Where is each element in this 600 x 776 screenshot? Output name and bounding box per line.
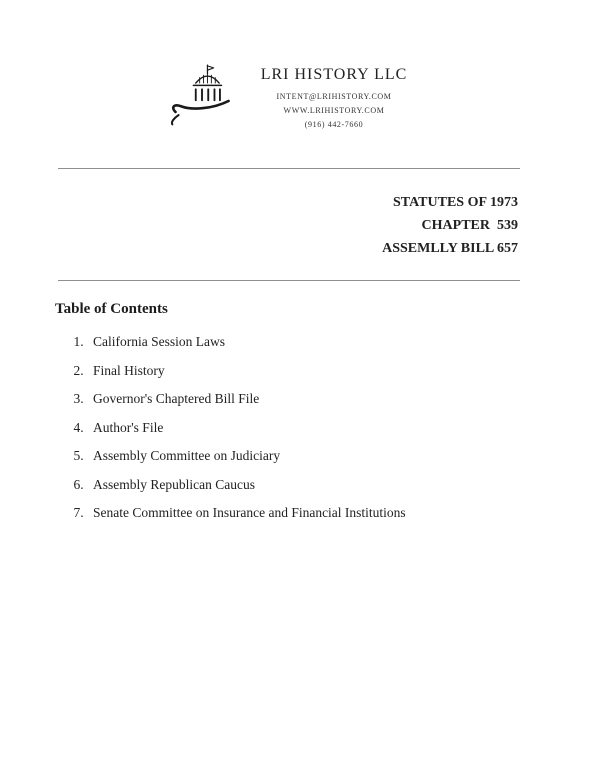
toc-item: 7. Senate Committee on Insurance and Financial Institutions: [87, 505, 520, 521]
table-of-contents: [55, 301, 520, 521]
company-phone: (916) 442-7660: [304, 120, 364, 129]
divider-bottom: [58, 280, 520, 281]
toc-item: 5. Assembly Committee on Judiciary: [87, 448, 520, 464]
toc-list: [87, 334, 520, 521]
chapter-line: CHAPTER 539: [421, 218, 518, 234]
company-email: INTENT@LRIHISTORY.COM: [276, 92, 392, 101]
divider-top: [58, 168, 520, 169]
toc-item: 4. Author's File: [87, 420, 520, 436]
letterhead-text: [261, 58, 408, 132]
toc-item: 1. California Session Laws: [87, 334, 520, 350]
toc-heading: Table of Contents: [55, 301, 168, 318]
letterhead: [0, 58, 570, 142]
company-website: WWW.LRIHISTORY.COM: [283, 106, 385, 115]
toc-item: 6. Assembly Republican Caucus: [87, 477, 520, 493]
toc-item: 3. Governor's Chaptered Bill File: [87, 391, 520, 407]
capitol-logo-icon: [163, 60, 241, 142]
toc-item: 2. Final History: [87, 363, 520, 379]
statutes-line: STATUTES OF 1973: [393, 195, 518, 210]
company-name: LRI HISTORY LLC: [260, 66, 408, 83]
document-title-block: [58, 191, 518, 260]
bill-line: ASSEMLLY BILL 657: [382, 241, 518, 257]
